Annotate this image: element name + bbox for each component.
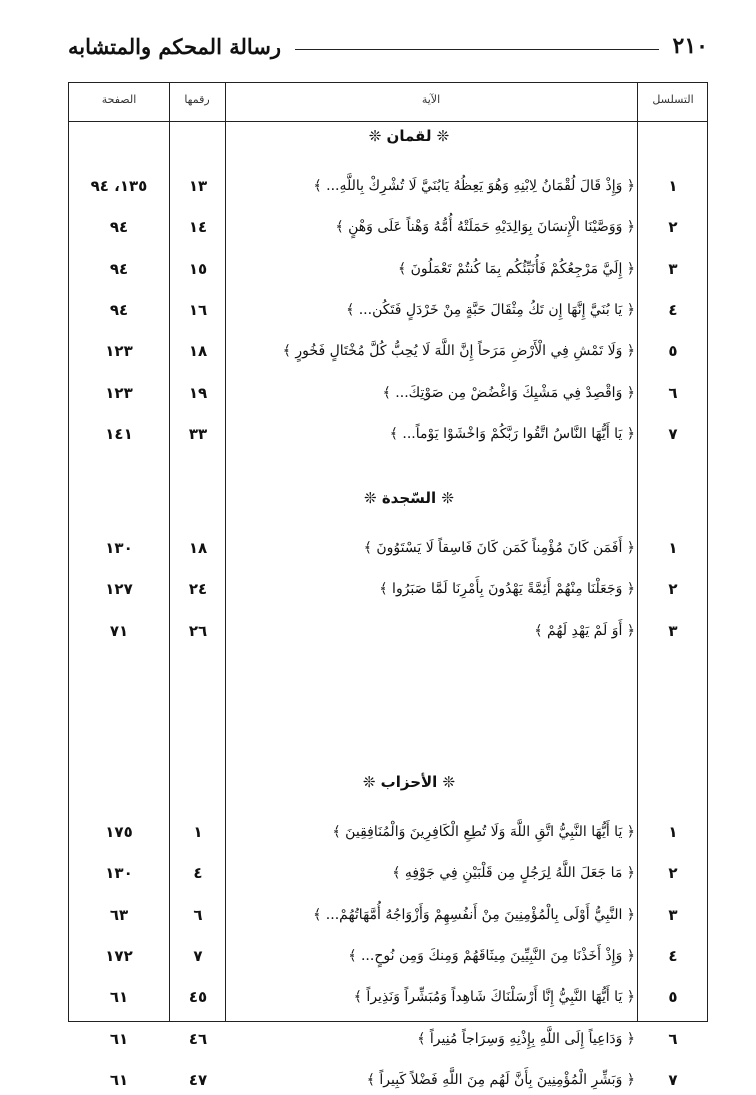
table-row xyxy=(69,336,707,366)
verse-text: ﴿ وَإِذْ أَخَذْنَا مِنَ النَّبِيِّينَ مِيثَاقَهُمْ وَمِنكَ وَمِن نُوحٍ... ﴾ xyxy=(348,947,635,964)
verse-number: ١٥ xyxy=(188,259,208,278)
verse-number: ٢٤ xyxy=(188,580,208,599)
verse-number: ٢٦ xyxy=(188,621,208,640)
page-reference: ١٢٣ xyxy=(105,383,133,402)
table-row xyxy=(69,378,707,408)
serial-number: ٤ xyxy=(668,946,678,965)
serial-number: ٣ xyxy=(668,259,678,278)
book-title: رسالة المحكم والمتشابه xyxy=(68,33,282,59)
verse-number: ٤٧ xyxy=(188,1070,208,1089)
verse-number: ٤٦ xyxy=(188,1029,208,1048)
serial-number: ١ xyxy=(668,539,678,557)
table-row xyxy=(69,419,707,449)
verse-number: ٤ xyxy=(193,864,203,883)
serial-number: ٦ xyxy=(668,383,678,402)
serial-number: ١ xyxy=(668,823,678,841)
table-row xyxy=(69,616,707,646)
page-reference: ٦١ xyxy=(109,1070,129,1089)
page-reference: ٩٤ xyxy=(109,300,129,319)
serial-number: ٥ xyxy=(668,342,678,361)
column-header-verse: الآية xyxy=(421,93,441,106)
table-row xyxy=(69,817,707,847)
serial-number: ٥ xyxy=(668,988,678,1007)
serial-number: ٧ xyxy=(668,1070,678,1089)
page-reference: ١٣٠ xyxy=(105,539,133,557)
verse-text: ﴿ أَفَمَن كَانَ مُؤْمِناً كَمَن كَانَ فَاسِقاً لَا يَسْتَوُونَ ﴾ xyxy=(363,540,635,556)
verse-number: ١٨ xyxy=(188,342,208,361)
page-reference: ١٢٧ xyxy=(105,580,133,599)
page-header xyxy=(68,26,708,66)
section-title: ❊ الأحزاب ❊ xyxy=(362,773,456,791)
page-number: ٢١٠ xyxy=(672,33,708,59)
verse-text: ﴿ وَدَاعِياً إِلَى اللَّهِ بِإِذْنِهِ وَسِرَاجاً مُنِيراً ﴾ xyxy=(417,1030,635,1047)
serial-number: ١ xyxy=(668,177,678,195)
verse-text: ﴿ وَبَشِّرِ الْمُؤْمِنِينَ بِأَنَّ لَهُم مِنَ اللَّهِ فَضْلاً كَبِيراً ﴾ xyxy=(366,1071,635,1088)
page-reference: ٦١ xyxy=(109,988,129,1007)
verse-number: ١٨ xyxy=(188,539,208,557)
table-row xyxy=(69,254,707,284)
header-rule xyxy=(295,49,659,50)
column-header-serial: التسلسل xyxy=(652,93,694,106)
verse-number: ١٦ xyxy=(188,300,208,319)
page-reference: ١٣٥، ٩٤ xyxy=(90,177,148,195)
index-table xyxy=(68,82,708,1089)
section-title: ❊ السّجدة ❊ xyxy=(364,489,454,507)
page-reference: ٩٤ xyxy=(109,259,129,278)
verse-number: ٧ xyxy=(193,946,203,965)
verse-number: ١ xyxy=(193,823,203,841)
page-reference: ٦٣ xyxy=(109,905,129,924)
verse-number: ١٩ xyxy=(188,383,208,402)
verse-text: ﴿ يَا أَيُّهَا النَّبِيُّ إِنَّا أَرْسَلْنَاكَ شَاهِداً وَمُبَشِّراً وَنَذِيراً ﴾ xyxy=(353,989,635,1006)
serial-number: ٣ xyxy=(668,905,678,924)
verse-text: ﴿ مَا جَعَلَ اللَّهُ لِرَجُلٍ مِن قَلْبَيْنِ فِي جَوْفِهِ ﴾ xyxy=(392,865,635,882)
verse-number: ١٤ xyxy=(188,218,208,237)
verse-text: ﴿ إِلَيَّ مَرْجِعُكُمْ فَأُنَبِّئُكُم بِمَا كُنتُمْ تَعْمَلُونَ ﴾ xyxy=(398,260,635,277)
verse-number: ٤٥ xyxy=(188,988,208,1007)
verse-number: ٦ xyxy=(193,905,203,924)
verse-text: ﴿ وَلَا تَمْشِ فِي الْأَرْضِ مَرَحاً إِنَّ اللَّهَ لَا يُحِبُّ كُلَّ مُخْتَالٍ فَخُورٍ ﴾ xyxy=(282,343,635,360)
page-reference: ٧١ xyxy=(109,621,129,640)
table-row xyxy=(69,941,707,971)
verse-number: ٣٣ xyxy=(188,424,208,443)
page-reference: ١٤١ xyxy=(105,424,133,443)
verse-text: ﴿ وَاقْصِدْ فِي مَشْيِكَ وَاغْضُضْ مِن صَوْتِكَ... ﴾ xyxy=(382,384,635,401)
verse-number: ١٣ xyxy=(188,177,208,195)
verse-text: ﴿ يَا أَيُّهَا النَّبِيُّ اتَّقِ اللَّهَ وَلَا تُطِعِ الْكَافِرِينَ وَالْمُنَافِقِينَ ﴾ xyxy=(332,824,635,840)
verse-text: ﴿ أَوَ لَمْ يَهْدِ لَهُمْ ﴾ xyxy=(534,622,635,639)
table-row xyxy=(69,212,707,242)
table-row xyxy=(69,574,707,604)
verse-text: ﴿ وَإِذْ قَالَ لُقْمَانُ لِابْنِهِ وَهُوَ يَعِظُهُ يَابُنَيَّ لَا تُشْرِكْ بِاللَّهِ... ﴾ xyxy=(313,178,635,194)
verse-text: ﴿ وَوَصَّيْنَا الْإِنسَانَ بِوَالِدَيْهِ حَمَلَتْهُ أُمُّهُ وَهْناً عَلَى وَهْنٍ ﴾ xyxy=(335,219,635,236)
page-reference: ٩٤ xyxy=(109,218,129,237)
page-reference: ٦١ xyxy=(109,1029,129,1048)
table-row xyxy=(69,982,707,1012)
serial-number: ٦ xyxy=(668,1029,678,1048)
column-header-page: الصفحة xyxy=(101,93,137,106)
page-reference: ١٧٢ xyxy=(105,946,133,965)
table-row xyxy=(69,900,707,930)
table-row xyxy=(69,1065,707,1095)
header-rule-line xyxy=(69,121,707,122)
verse-text: ﴿ يَا بُنَيَّ إِنَّهَا إِن تَكُ مِثْقَالَ حَبَّةٍ مِنْ خَرْدَلٍ فَتَكُن... ﴾ xyxy=(346,301,635,318)
table-row xyxy=(69,533,707,563)
verse-text: ﴿ النَّبِيُّ أَوْلَى بِالْمُؤْمِنِينَ مِنْ أَنفُسِهِمْ وَأَزْوَاجُهُ أُمَّهَاتُهُمْ... ﴾ xyxy=(313,906,635,923)
serial-number: ٢ xyxy=(668,218,678,237)
table-row xyxy=(69,171,707,201)
serial-number: ٢ xyxy=(668,864,678,883)
page-reference: ١٧٥ xyxy=(105,823,133,841)
serial-number: ٤ xyxy=(668,300,678,319)
page-reference: ١٣٠ xyxy=(105,864,133,883)
table-row xyxy=(69,1024,707,1054)
serial-number: ٣ xyxy=(668,621,678,640)
verse-text: ﴿ وَجَعَلْنَا مِنْهُمْ أَئِمَّةً يَهْدُونَ بِأَمْرِنَا لَمَّا صَبَرُوا ﴾ xyxy=(379,581,635,598)
serial-number: ٢ xyxy=(668,580,678,599)
table-row xyxy=(69,858,707,888)
column-header-number: رقمها xyxy=(184,93,210,106)
verse-text: ﴿ يَا أَيُّهَا النَّاسُ اتَّقُوا رَبَّكُمْ وَاخْشَوْا يَوْماً... ﴾ xyxy=(389,425,635,442)
serial-number: ٧ xyxy=(668,424,678,443)
page-reference: ١٢٣ xyxy=(105,342,133,361)
section-title: ❊ لقمان ❊ xyxy=(368,127,450,145)
table-row xyxy=(69,295,707,325)
